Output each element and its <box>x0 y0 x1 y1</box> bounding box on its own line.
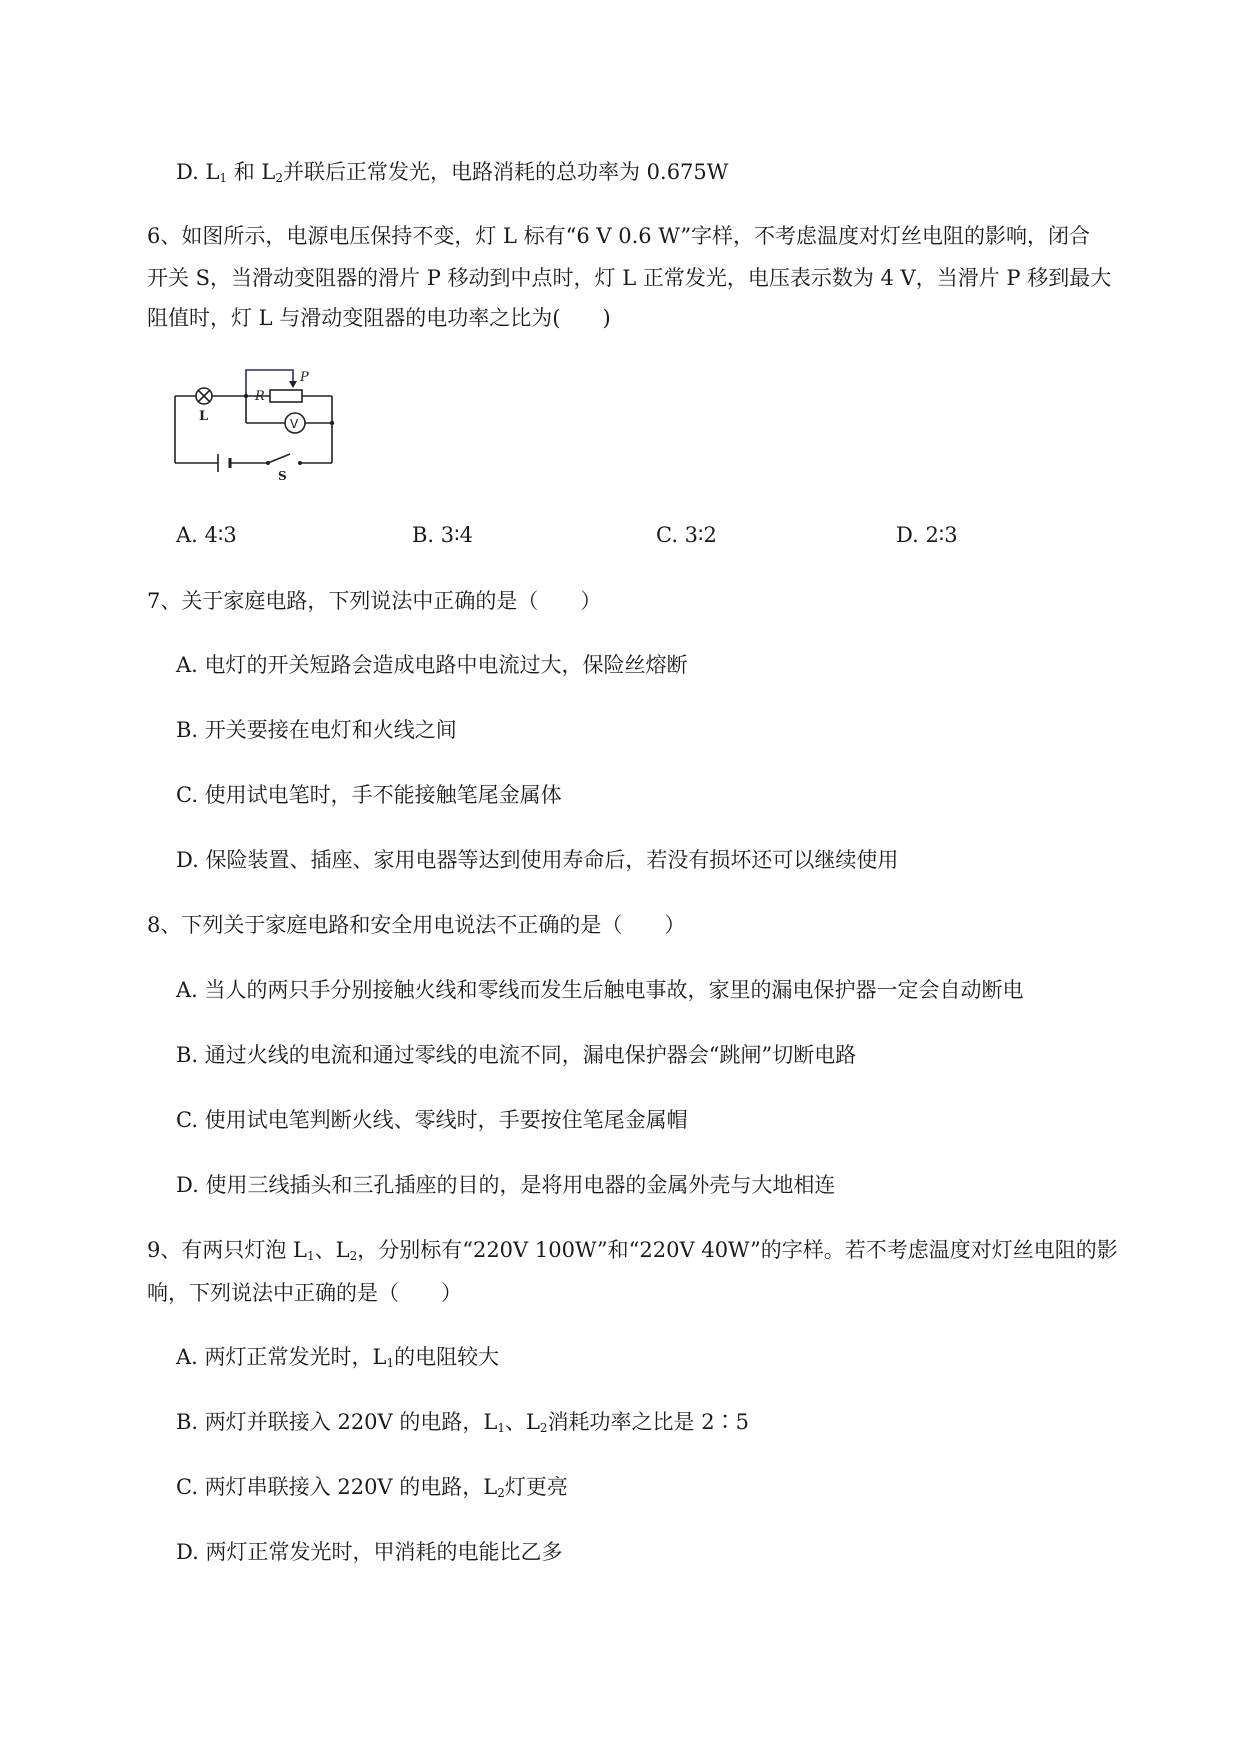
rheostat-body <box>270 390 302 402</box>
subscript: 1 <box>497 1421 505 1435</box>
q9b-text-2: 、L <box>504 1410 540 1434</box>
q7-option-c[interactable]: C. 使用试电笔时，手不能接触笔尾金属体 <box>176 783 562 807</box>
subscript: 1 <box>306 1249 315 1263</box>
q9-option-a[interactable] <box>176 1343 499 1371</box>
junction-dot <box>244 394 248 398</box>
q6-option-c[interactable]: C. 3∶2 <box>656 523 717 547</box>
q6-stem-line-1: 6、如图所示，电源电压保持不变，灯 L 标有“6 V 0.6 W”字样，不考虑温度对灯丝电阻的影响，闭合 <box>147 224 1091 248</box>
q9-option-c[interactable] <box>176 1473 568 1501</box>
q8-option-a[interactable]: A. 当人的两只手分别接触火线和零线而发生后触电事故，家里的漏电保护器一定会自动断电 <box>176 978 1024 1002</box>
q8-stem: 8、下列关于家庭电路和安全用电说法不正确的是（ ） <box>147 913 686 937</box>
q8-option-d[interactable]: D. 使用三线插头和三孔插座的目的，是将用电器的金属外壳与大地相连 <box>176 1173 836 1197</box>
subscript: 1 <box>219 171 228 185</box>
q8-option-b[interactable]: B. 通过火线的电流和通过零线的电流不同，漏电保护器会“跳闸”切断电路 <box>176 1043 857 1067</box>
q8-option-c[interactable]: C. 使用试电笔判断火线、零线时，手要按住笔尾金属帽 <box>176 1108 688 1132</box>
q9-stem-line-2: 响，下列说法中正确的是（ ） <box>147 1281 462 1305</box>
q7-option-b[interactable]: B. 开关要接在电灯和火线之间 <box>176 718 457 742</box>
switch-label: S <box>278 469 287 483</box>
subscript: 2 <box>275 171 283 185</box>
lamp-label: L <box>199 409 209 424</box>
q6-option-b[interactable]: B. 3∶4 <box>412 523 473 547</box>
q7-option-a[interactable]: A. 电灯的开关短路会造成电路中电流过大，保险丝熔断 <box>176 653 688 677</box>
subscript: 1 <box>386 1356 395 1370</box>
q7-option-d[interactable]: D. 保险装置、插座、家用电器等达到使用寿命后，若没有损坏还可以继续使用 <box>176 848 899 872</box>
q9b-text-1: B. 两灯并联接入 220V 的电路，L <box>176 1410 498 1434</box>
subscript: 2 <box>539 1421 548 1435</box>
q6-stem-line-3: 阻值时，灯 L 与滑动变阻器的电功率之比为( ) <box>147 306 611 330</box>
voltmeter-label: V <box>290 417 299 431</box>
junction-dot <box>330 421 334 425</box>
slider-label: P <box>300 370 309 385</box>
subscript: 2 <box>349 1249 358 1263</box>
q9-text-3: ，分别标有“220V 100W”和“220V 40W”的字样。若不考虑温度对灯丝电阻的影 <box>357 1238 1118 1262</box>
q6-option-a[interactable]: A. 4∶3 <box>176 523 237 547</box>
q9-stem-line-1 <box>147 1236 1118 1264</box>
rheostat-label: R <box>255 389 265 404</box>
q9-text-2: 、L <box>314 1238 350 1262</box>
q9c-text-1: C. 两灯串联接入 220V 的电路，L <box>176 1475 498 1499</box>
q9-option-d[interactable]: D. 两灯正常发光时，甲消耗的电能比乙多 <box>176 1540 563 1564</box>
switch-terminal <box>266 461 270 465</box>
switch-terminal <box>298 461 302 465</box>
q6-option-d[interactable]: D. 2∶3 <box>896 523 958 547</box>
q9-text-1: 9、有两只灯泡 L <box>147 1238 307 1262</box>
q5-option-d <box>176 158 728 186</box>
circuit-diagram <box>168 368 348 483</box>
q9c-text-2: 灯更亮 <box>504 1475 568 1499</box>
q9-option-b[interactable] <box>176 1408 749 1436</box>
switch-blade <box>268 454 290 463</box>
q5d-text-1: D. L <box>176 160 220 184</box>
q7-stem: 7、关于家庭电路，下列说法中正确的是（ ） <box>147 589 602 613</box>
q9b-text-3: 消耗功率之比是 2∶5 <box>547 1410 749 1434</box>
slider-arrow <box>289 381 297 388</box>
subscript: 2 <box>497 1486 505 1500</box>
q9a-text-1: A. 两灯正常发光时，L <box>176 1345 387 1369</box>
q9a-text-2: 的电阻较大 <box>394 1345 500 1369</box>
q5d-text-2: 和 L <box>233 160 276 184</box>
q6-stem-line-2: 开关 S，当滑动变阻器的滑片 P 移动到中点时，灯 L 正常发光，电压表示数为 4 V，当滑片 P 移到最大 <box>147 266 1112 290</box>
q5d-text-3: 并联后正常发光，电路消耗的总功率为 0.675W <box>282 160 729 184</box>
